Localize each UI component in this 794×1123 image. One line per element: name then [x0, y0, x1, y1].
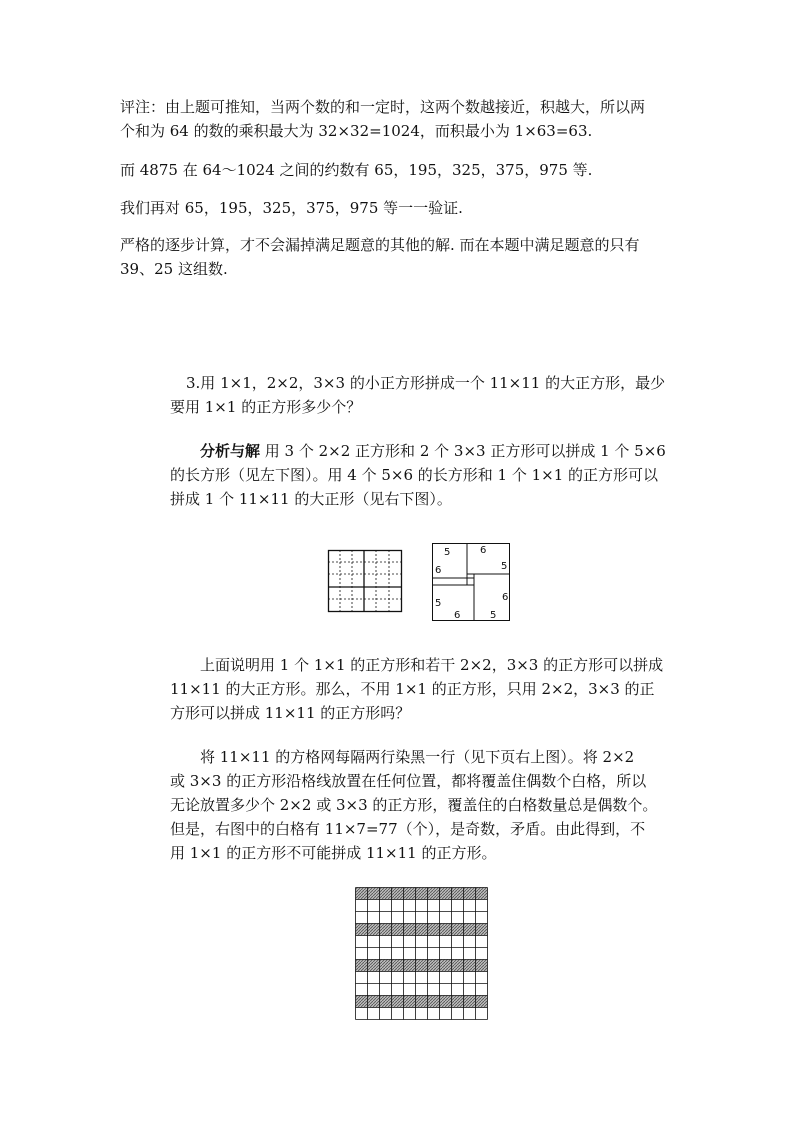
- paragraph-a: [170, 653, 690, 725]
- dim-label: 6: [454, 610, 461, 621]
- note-paragraph-2: [120, 158, 680, 182]
- note-line: 评注：由上题可推知，当两个数的和一定时，这两个数越接近，积越大，所以两: [120, 98, 646, 116]
- dim-label: 5: [435, 598, 442, 609]
- shaded-row: [356, 960, 488, 972]
- problem-line: 3.用 1×1，2×2，3×3 的小正方形拼成一个 11×11 的大正方形，最少: [186, 374, 666, 392]
- para-b-line: 用 1×1 的正方形不可能拼成 11×11 的正方形。: [170, 844, 497, 862]
- analysis-line: 拼成 1 个 11×11 的大正形（见右下图）。: [170, 490, 452, 508]
- para-a-line: 上面说明用 1 个 1×1 的正方形和若干 2×2，3×3 的正方形可以拼成: [200, 656, 664, 674]
- problem-statement: [170, 371, 690, 419]
- note-paragraph-1: [120, 95, 680, 143]
- dashed-grid: [328, 550, 402, 612]
- para-b-line: 但是，右图中的白格有 11×7=77（个），是奇数，矛盾。由此得到，不: [170, 820, 646, 838]
- problem-line: 要用 1×1 的正方形多少个？: [170, 398, 362, 416]
- note-paragraph-3: [120, 196, 680, 220]
- note-line: 而 4875 在 64～1024 之间的约数有 65，195，325，375，975 等.: [120, 161, 593, 179]
- para-a-line: 方形可以拼成 11×11 的正方形吗？: [170, 704, 411, 722]
- para-b-line: 或 3×3 的正方形沿格线放置在任何位置，都将覆盖住偶数个白格，所以: [170, 772, 647, 790]
- right-square-figure: [432, 543, 510, 621]
- dim-label: 5: [444, 547, 451, 558]
- note-line: 39、25 这组数.: [120, 260, 228, 278]
- shaded-row: [356, 924, 488, 936]
- dim-label: 5: [501, 561, 508, 572]
- analysis-paragraph: [170, 439, 690, 511]
- note-line: 严格的逐步计算，才不会漏掉满足题意的其他的解. 而在本题中满足题意的只有: [120, 236, 640, 254]
- para-b-line: 将 11×11 的方格网每隔两行染黑一行（见下页右上图）。将 2×2: [200, 748, 635, 766]
- solid-outlines: [328, 550, 402, 612]
- para-b-line: 无论放置多少个 2×2 或 3×3 的正方形，覆盖住的白格数量总是偶数个。: [170, 796, 658, 814]
- dim-label: 6: [502, 592, 509, 603]
- analysis-line: [170, 439, 690, 463]
- para-a-line: 11×11 的大正方形。那么，不用 1×1 的正方形，只用 2×2，3×3 的正: [170, 680, 655, 698]
- note-line: 个和为 64 的数的乘积最大为 32×32=1024，而积最小为 1×63=63.: [120, 122, 593, 140]
- left-rectangle-figure: [328, 550, 402, 612]
- analysis-line: 的长方形（见左下图）。用 4 个 5×6 的长方形和 1 个 1×1 的正方形可以: [170, 466, 659, 484]
- note-line: 我们再对 65，195，325，375，975 等一一验证.: [120, 199, 463, 217]
- dim-label: 6: [480, 545, 487, 556]
- dim-label: 6: [435, 565, 442, 576]
- analysis-label: 分析与解: [200, 442, 261, 460]
- dim-label: 5: [490, 610, 497, 621]
- shaded-grid-figure: [355, 887, 488, 1020]
- shaded-row: [356, 888, 488, 900]
- paragraph-b: [170, 745, 690, 865]
- note-paragraph-4: [120, 233, 680, 281]
- analysis-text: 用 3 个 2×2 正方形和 2 个 3×3 正方形可以拼成 1 个 5×6: [260, 442, 666, 460]
- shaded-row: [356, 996, 488, 1008]
